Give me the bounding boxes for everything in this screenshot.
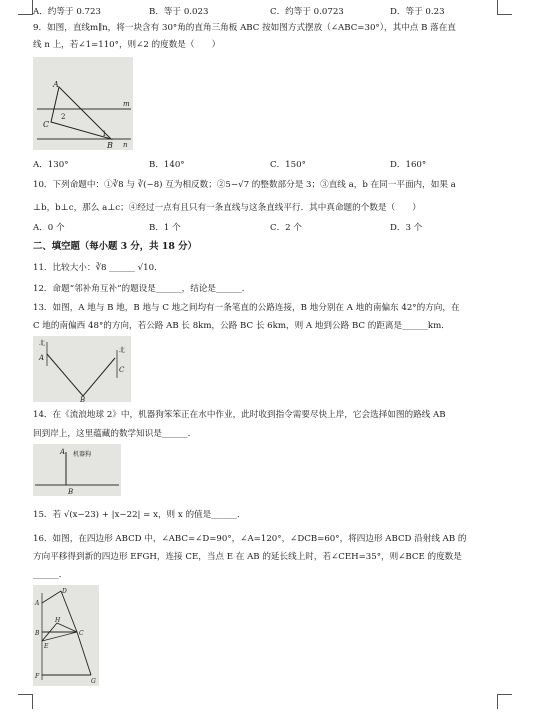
q9-option-b: B．140° bbox=[149, 160, 185, 170]
q16-figure bbox=[33, 585, 99, 686]
q16-label-c: C bbox=[79, 630, 84, 637]
q9-figure bbox=[33, 57, 133, 150]
section-fill-blank-title: 二、填空题（每小题 3 分，共 18 分） bbox=[33, 241, 197, 252]
q16-stem-line1: 16．如图，在四边形 ABCD 中，∠ABC=∠D=90°，∠A=120°，∠DCB=60°，将四边形 ABCD 沿射线 AB 的 bbox=[33, 534, 467, 544]
q10-option-d: D．3 个 bbox=[390, 223, 423, 233]
q9-option-d: D．160° bbox=[390, 160, 427, 170]
q14-figure bbox=[33, 444, 121, 496]
q16-label-h: H bbox=[55, 617, 61, 624]
q9-options bbox=[33, 158, 503, 169]
q14-label-a: A bbox=[60, 448, 66, 456]
q9-label-angle1: 1 bbox=[102, 130, 107, 138]
q14-label-dog: 机器狗 bbox=[73, 451, 92, 458]
q13-label-c: C bbox=[119, 366, 125, 374]
q8-option-a: A．约等于 0.723 bbox=[33, 7, 101, 17]
crop-mark-top-left bbox=[18, 0, 33, 15]
q8-option-b: B．等于 0.023 bbox=[149, 7, 209, 17]
q13-figure bbox=[33, 336, 131, 402]
q9-label-c: C bbox=[43, 120, 50, 129]
q15-stem: 15．若 √(x−23) + |x−22| = x，则 x 的值是______． bbox=[33, 510, 246, 520]
q16-label-b: B bbox=[35, 630, 40, 637]
crop-mark-bottom-left bbox=[18, 694, 33, 709]
q10-options bbox=[33, 221, 503, 232]
q9-option-c: C．150° bbox=[270, 160, 306, 170]
q9-label-b: B bbox=[107, 141, 113, 150]
q13-north-1: 北 bbox=[39, 340, 46, 347]
crop-mark-bottom-right bbox=[497, 694, 512, 709]
q13-north-2: 北 bbox=[119, 347, 126, 354]
q16-label-d: D bbox=[62, 588, 67, 595]
q11-stem: 11．比较大小：∛8 ______ √10． bbox=[33, 263, 163, 273]
q13-stem-line1: 13．如图，A 地与 B 地，B 地与 C 地之间均有一条笔直的公路连接，B 地分别在 A 地的南偏东 42°的方向，在 bbox=[33, 303, 460, 313]
q9-label-angle2: 2 bbox=[61, 113, 66, 121]
q8-option-d: D．等于 0.23 bbox=[390, 7, 445, 17]
q8-options bbox=[33, 5, 503, 16]
q16-figure-drawing bbox=[33, 585, 99, 686]
q10-option-c: C．2 个 bbox=[270, 223, 302, 233]
q9-label-m: m bbox=[123, 100, 130, 108]
q16-stem-line3: ______． bbox=[33, 570, 68, 580]
q10-stem-line2: ⊥b，b⊥c，那么 a⊥c；④经过一点有且只有一条直线与这条直线平行．其中真命题的个数是（ ） bbox=[33, 203, 421, 213]
q10-option-b: B．1 个 bbox=[149, 223, 181, 233]
q16-stem-line2: 方向平移得到新的四边形 EFGH，连接 CE，当点 E 在 AB 的延长线上时，若∠CEH=35°，则∠BCE 的度数是 bbox=[33, 552, 462, 562]
q16-label-e: E bbox=[44, 643, 49, 650]
q13-stem-line2: C 地的南偏西 48°的方向，若公路 AB 长 8km，公路 BC 长 6km，则 A 地到公路 BC 的距离是______km． bbox=[33, 321, 450, 331]
q9-option-a: A．130° bbox=[33, 160, 69, 170]
q16-label-a: A bbox=[35, 600, 40, 607]
q16-label-f: F bbox=[35, 673, 40, 680]
q10-stem-line1: 10．下列命题中：①∛8 与 ∛(−8) 互为相反数；②5−√7 的整数部分是 3；③直线 a，b 在同一平面内，如果 a bbox=[33, 180, 456, 190]
q10-option-a: A．0 个 bbox=[33, 223, 65, 233]
q9-label-n: n bbox=[123, 141, 128, 149]
q14-label-b: B bbox=[68, 488, 74, 496]
q9-stem-line2: 线 n 上，若∠1=110°，则∠2 的度数是（ ） bbox=[33, 40, 221, 50]
q14-figure-drawing bbox=[33, 444, 121, 496]
q14-stem-line2: 回到岸上，这里蕴藏的数学知识是______． bbox=[33, 429, 197, 439]
q13-label-b: B bbox=[80, 396, 86, 402]
q16-label-g: G bbox=[91, 678, 96, 685]
q12-stem: 12．命题“邻补角互补”的题设是______，结论是______． bbox=[33, 284, 251, 294]
q9-figure-drawing bbox=[33, 57, 133, 150]
q13-label-a: A bbox=[39, 354, 45, 362]
q9-label-a: A bbox=[53, 80, 59, 89]
q14-stem-line1: 14．在《流浪地球 2》中，机器狗笨笨正在水中作业，此时收到指令需要尽快上岸，它会选择如图的路线 AB bbox=[33, 410, 446, 420]
q13-figure-drawing bbox=[33, 336, 131, 402]
q8-option-c: C．约等于 0.0723 bbox=[270, 7, 344, 17]
q9-stem-line1: 9．如图，直线m∥n，将一块含有 30°角的直角三角板 ABC 按如图方式摆放（∠ABC=30°），其中点 B 落在直 bbox=[33, 23, 456, 33]
